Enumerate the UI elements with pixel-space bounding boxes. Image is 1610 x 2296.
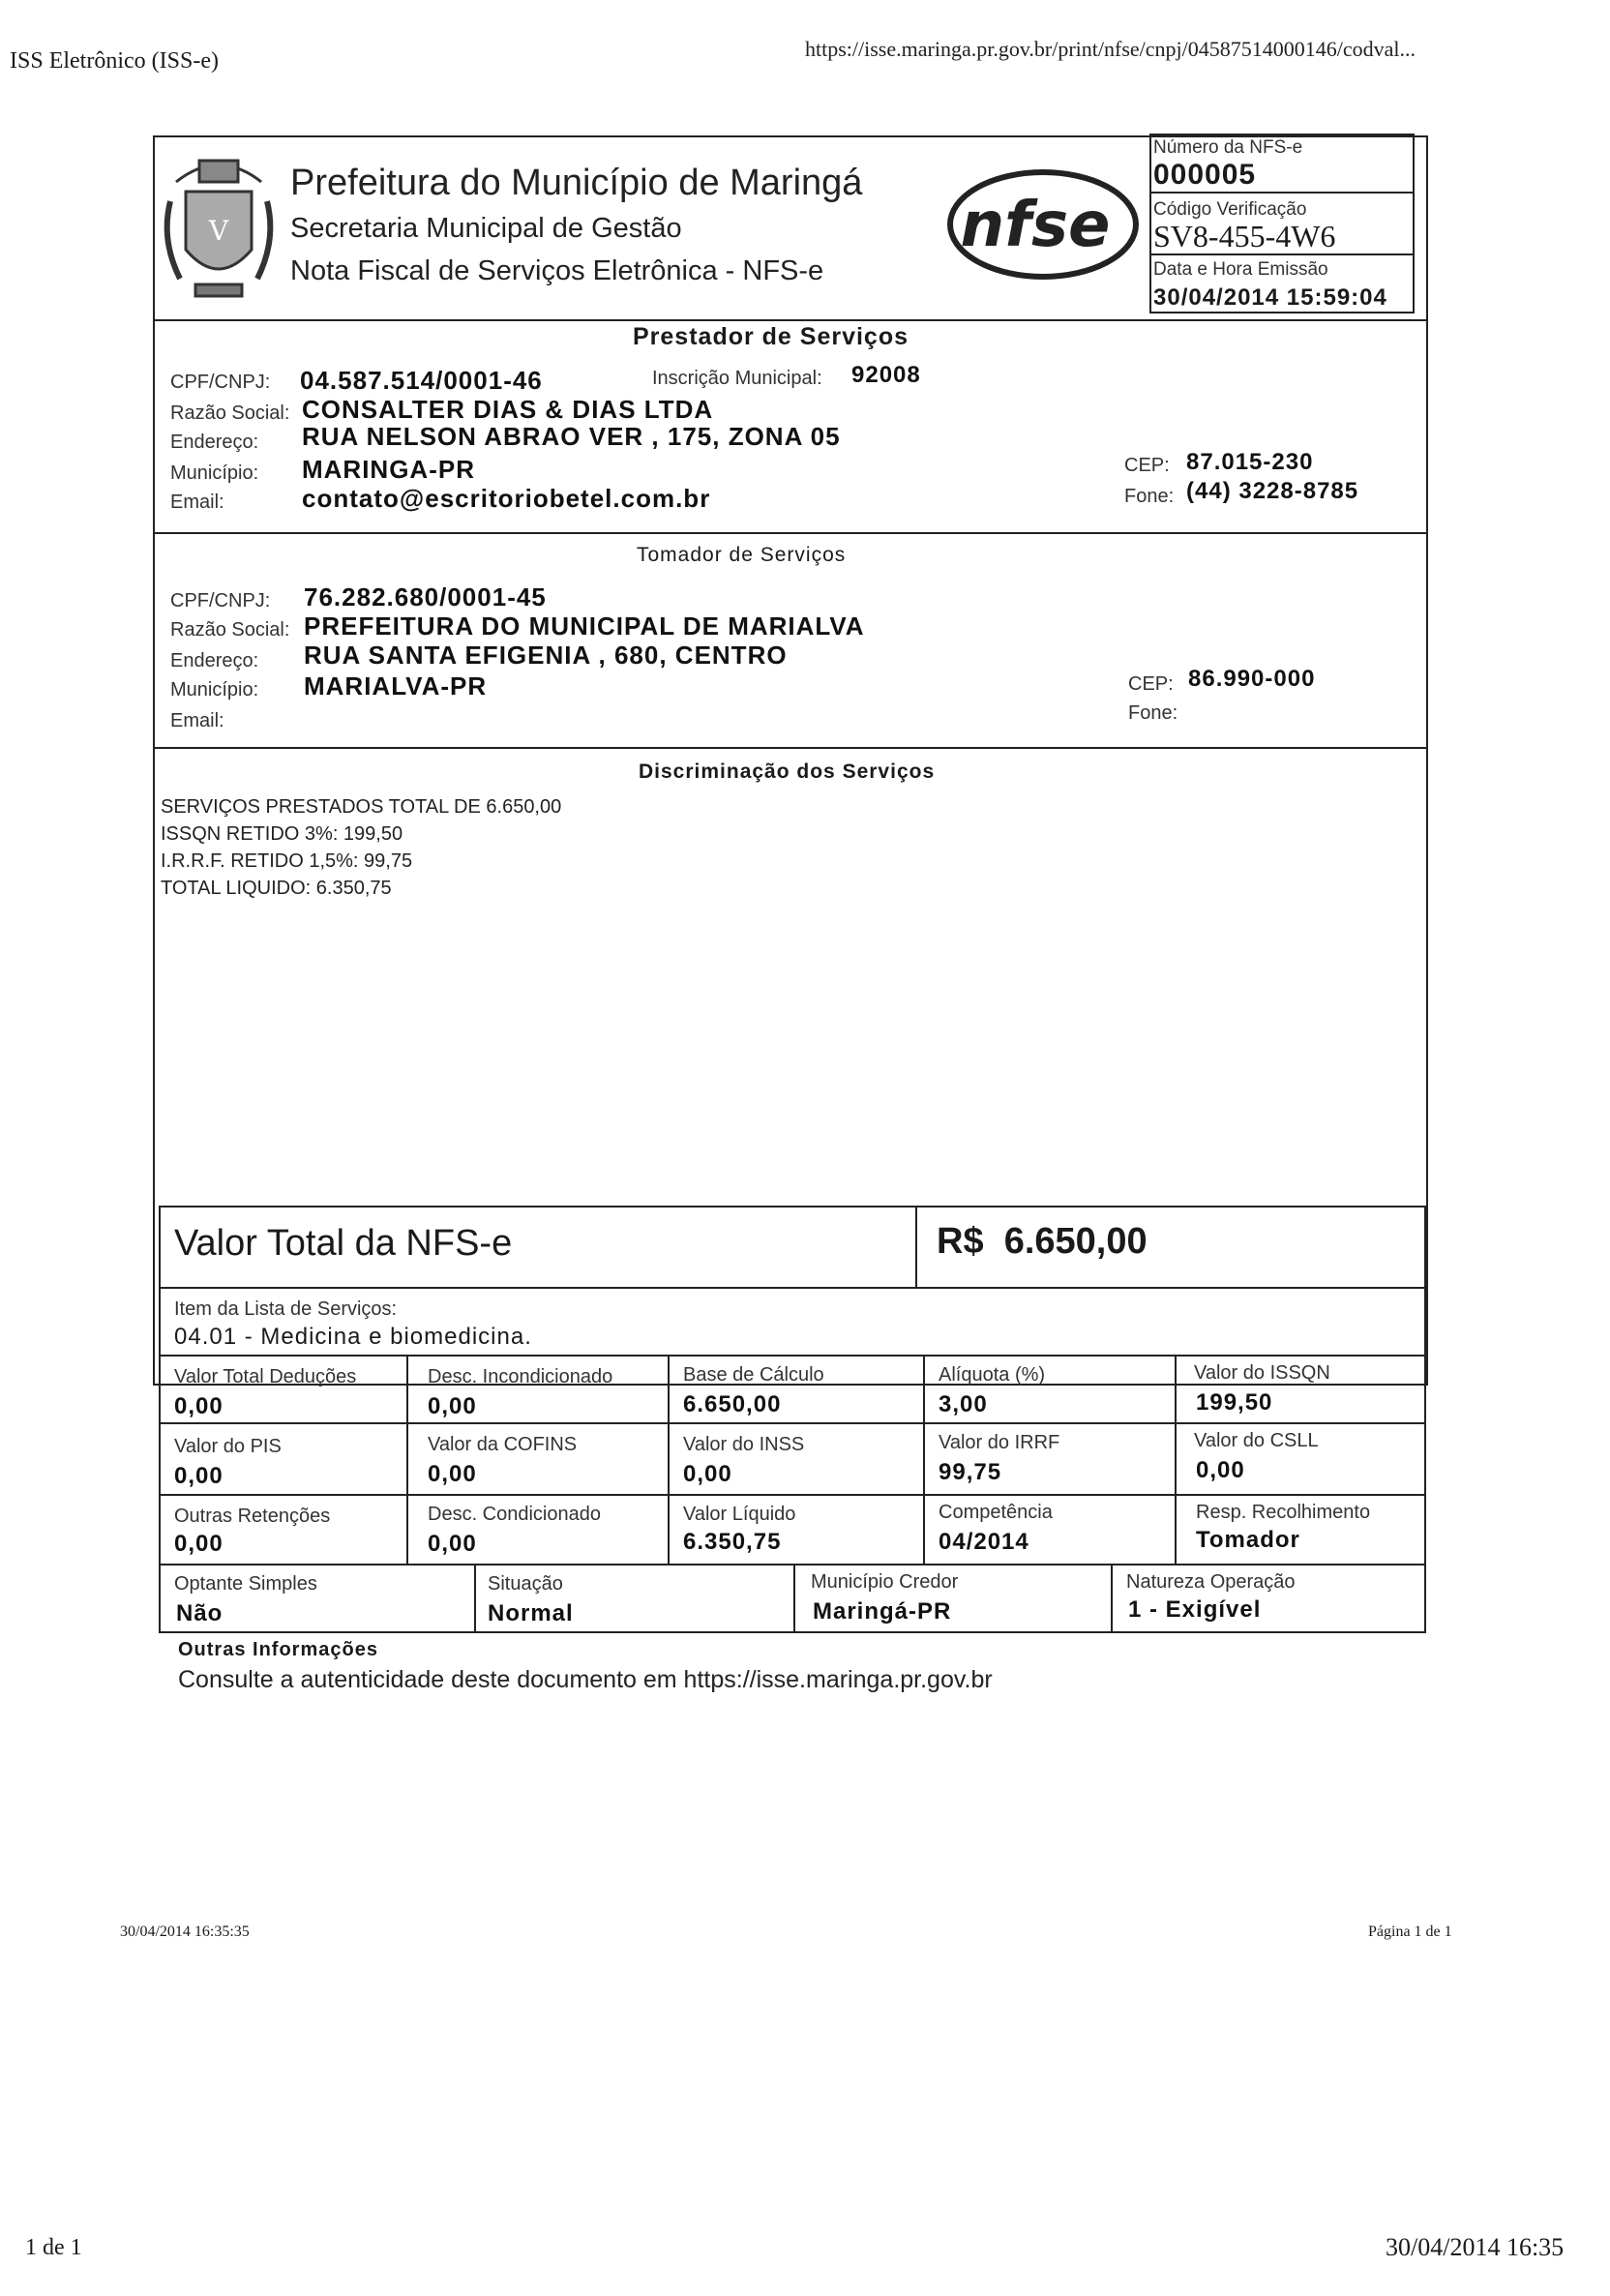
valor-liquido-label: Valor Líquido xyxy=(683,1504,796,1525)
outras-retencoes-label: Outras Retenções xyxy=(174,1506,331,1527)
tomador-endereco-label: Endereço: xyxy=(170,650,259,671)
desc-condicionado-value: 0,00 xyxy=(428,1531,477,1557)
prestador-razao: CONSALTER DIAS & DIAS LTDA xyxy=(302,395,714,424)
tomador-cep: 86.990-000 xyxy=(1188,666,1316,692)
desc-incondicionado-label: Desc. Incondicionado xyxy=(428,1366,613,1387)
valor-total-deducoes-value: 0,00 xyxy=(174,1393,224,1419)
desc-condicionado-label: Desc. Condicionado xyxy=(428,1504,601,1525)
prestador-endereco: RUA NELSON ABRAO VER , 175, ZONA 05 xyxy=(302,422,841,451)
resp-recolhimento-label: Resp. Recolhimento xyxy=(1196,1502,1371,1523)
codigo-label: Código Verificação xyxy=(1153,199,1307,220)
prestador-endereco-label: Endereço: xyxy=(170,432,259,453)
discriminacao-line: ISSQN RETIDO 3%: 199,50 xyxy=(161,823,403,845)
tomador-fone-label: Fone: xyxy=(1128,702,1178,724)
svg-text:V: V xyxy=(208,215,229,247)
desc-incondicionado-value: 0,00 xyxy=(428,1393,477,1419)
browser-print-datetime: 30/04/2014 16:35 xyxy=(1386,2233,1565,2261)
tomador-cnpj: 76.282.680/0001-45 xyxy=(304,582,547,611)
print-footer-page: Página 1 de 1 xyxy=(1368,1923,1452,1940)
municipal-coat-of-arms-icon xyxy=(157,143,281,306)
prestador-cnpj-label: CPF/CNPJ: xyxy=(170,372,271,393)
codigo-value: SV8-455-4W6 xyxy=(1153,219,1336,253)
outras-informacoes-label: Outras Informações xyxy=(178,1639,378,1660)
base-calculo-label: Base de Cálculo xyxy=(683,1364,824,1386)
nfse-logo xyxy=(946,166,1140,283)
valor-cofins-value: 0,00 xyxy=(428,1461,477,1487)
situacao-label: Situação xyxy=(488,1573,563,1595)
valor-cofins-label: Valor da COFINS xyxy=(428,1434,578,1455)
page-url: https://isse.maringa.pr.gov.br/print/nfse/cnpj/04587514000146/codval... xyxy=(805,37,1416,61)
prestador-municipio: MARINGA-PR xyxy=(302,455,475,484)
prestador-cep: 87.015-230 xyxy=(1186,449,1314,475)
resp-recolhimento-value: Tomador xyxy=(1196,1527,1300,1553)
tomador-razao-label: Razão Social: xyxy=(170,619,290,641)
tomador-municipio-label: Município: xyxy=(170,679,259,701)
situacao-value: Normal xyxy=(488,1600,574,1626)
valor-issqn-value: 199,50 xyxy=(1196,1389,1273,1416)
natureza-operacao-value: 1 - Exigível xyxy=(1128,1596,1262,1623)
prestador-fone-label: Fone: xyxy=(1124,486,1175,507)
prestador-fone: (44) 3228-8785 xyxy=(1186,478,1359,504)
item-lista-label: Item da Lista de Serviços: xyxy=(174,1298,398,1320)
tomador-endereco: RUA SANTA EFIGENIA , 680, CENTRO xyxy=(304,641,788,670)
valor-pis-label: Valor do PIS xyxy=(174,1436,282,1457)
data-emissao-value: 30/04/2014 15:59:04 xyxy=(1153,284,1387,311)
numero-value: 000005 xyxy=(1153,159,1257,191)
valor-total-deducoes-label: Valor Total Deduções xyxy=(174,1366,357,1387)
prestador-cnpj: 04.587.514/0001-46 xyxy=(300,366,543,395)
prestador-im: 92008 xyxy=(851,362,921,388)
tomador-email-label: Email: xyxy=(170,710,224,731)
valor-issqn-label: Valor do ISSQN xyxy=(1194,1362,1330,1384)
valor-inss-label: Valor do INSS xyxy=(683,1434,805,1455)
prestador-razao-label: Razão Social: xyxy=(170,403,290,424)
aliquota-value: 3,00 xyxy=(939,1391,988,1417)
tomador-razao: PREFEITURA DO MUNICIPAL DE MARIALVA xyxy=(304,611,865,641)
discriminacao-line: TOTAL LIQUIDO: 6.350,75 xyxy=(161,878,392,899)
data-emissao-label: Data e Hora Emissão xyxy=(1153,259,1328,280)
prestador-email: contato@escritoriobetel.com.br xyxy=(302,484,711,513)
optante-simples-value: Não xyxy=(176,1600,224,1626)
outras-informacoes-value: Consulte a autenticidade deste documento em https://isse.maringa.pr.gov.br xyxy=(178,1666,993,1693)
prestador-cep-label: CEP: xyxy=(1124,455,1170,476)
outras-retencoes-value: 0,00 xyxy=(174,1531,224,1557)
page-title: ISS Eletrônico (ISS-e) xyxy=(10,48,219,74)
tomador-municipio: MARIALVA-PR xyxy=(304,671,488,701)
discriminacao-lines xyxy=(161,793,561,902)
nfse-logo-text: nfse xyxy=(960,190,1111,261)
prestador-im-label: Inscrição Municipal: xyxy=(652,368,822,389)
item-lista-value: 04.01 - Medicina e biomedicina. xyxy=(174,1324,532,1350)
competencia-label: Competência xyxy=(939,1502,1053,1523)
browser-page-count: 1 de 1 xyxy=(25,2235,82,2260)
aliquota-label: Alíquota (%) xyxy=(939,1364,1046,1386)
prestador-email-label: Email: xyxy=(170,492,224,513)
header-subtitle-secretaria: Secretaria Municipal de Gestão xyxy=(290,213,682,244)
prestador-section-title: Prestador de Serviços xyxy=(633,323,909,350)
header-title: Prefeitura do Município de Maringá xyxy=(290,163,863,203)
natureza-operacao-label: Natureza Operação xyxy=(1126,1571,1296,1593)
discriminacao-section-title: Discriminação dos Serviços xyxy=(639,760,936,783)
municipio-credor-value: Maringá-PR xyxy=(813,1598,952,1625)
valor-pis-value: 0,00 xyxy=(174,1463,224,1489)
valor-inss-value: 0,00 xyxy=(683,1461,732,1487)
competencia-value: 04/2014 xyxy=(939,1529,1029,1555)
print-footer-datetime: 30/04/2014 16:35:35 xyxy=(120,1923,250,1940)
tomador-section-title: Tomador de Serviços xyxy=(637,544,847,566)
municipio-credor-label: Município Credor xyxy=(811,1571,959,1593)
valor-total-value: R$ 6.650,00 xyxy=(937,1221,1148,1262)
discriminacao-line: I.R.R.F. RETIDO 1,5%: 99,75 xyxy=(161,850,413,872)
base-calculo-value: 6.650,00 xyxy=(683,1391,782,1417)
optante-simples-label: Optante Simples xyxy=(174,1573,317,1595)
prestador-municipio-label: Município: xyxy=(170,462,259,484)
valor-irrf-value: 99,75 xyxy=(939,1459,1002,1485)
valor-liquido-value: 6.350,75 xyxy=(683,1529,782,1555)
tomador-cep-label: CEP: xyxy=(1128,673,1174,695)
numero-label: Número da NFS-e xyxy=(1153,137,1303,158)
header-subtitle-nfse: Nota Fiscal de Serviços Eletrônica - NFS-e xyxy=(290,255,824,286)
valor-irrf-label: Valor do IRRF xyxy=(939,1432,1060,1453)
discriminacao-line: SERVIÇOS PRESTADOS TOTAL DE 6.650,00 xyxy=(161,796,562,818)
tomador-cnpj-label: CPF/CNPJ: xyxy=(170,590,271,611)
valor-total-label: Valor Total da NFS-e xyxy=(174,1223,513,1264)
valor-csll-value: 0,00 xyxy=(1196,1457,1245,1483)
valor-csll-label: Valor do CSLL xyxy=(1194,1430,1319,1451)
